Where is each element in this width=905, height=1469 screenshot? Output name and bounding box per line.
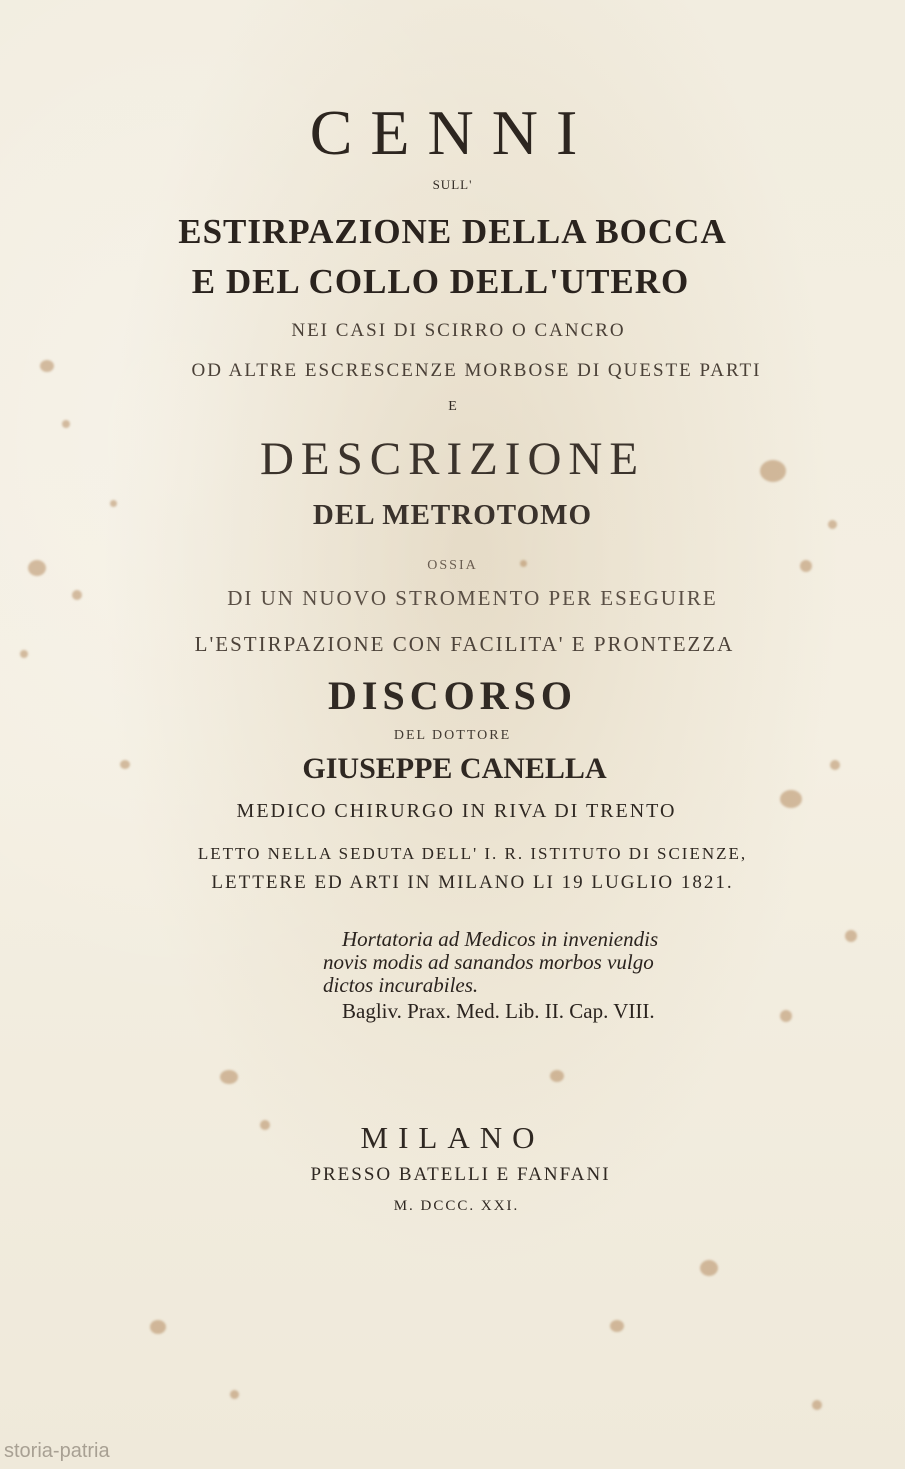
epigraph-line-3: dictos incurabiles. xyxy=(323,973,479,997)
instrument-line-2: L'ESTIRPAZIONE CON FACILITA' E PRONTEZZA xyxy=(194,632,735,656)
imprint-publisher: PRESSO BATELLI E FANFANI xyxy=(310,1164,611,1185)
main-title-line-1: ESTIRPAZIONE DELLA BOCCA xyxy=(178,212,727,251)
epigraph xyxy=(312,928,772,1023)
subtitle-line-1: NEI CASI DI SCIRRO O CANCRO xyxy=(291,320,626,341)
subtitle-line-2: OD ALTRE ESCRESCENZE MORBOSE DI QUESTE PARTI xyxy=(191,360,762,381)
ossia-connector: OSSIA xyxy=(427,558,478,573)
author-role: MEDICO CHIRURGO IN RIVA DI TRENTO xyxy=(236,800,677,822)
imprint-year: M. DCCC. XXI. xyxy=(393,1198,520,1214)
conjunction: E xyxy=(448,399,457,414)
second-title-subtitle: DEL METROTOMO xyxy=(312,499,593,531)
imprint-city: MILANO xyxy=(360,1120,545,1155)
book-title: CENNI xyxy=(309,97,596,168)
second-title: DESCRIZIONE xyxy=(259,433,646,485)
watermark: storia-patria xyxy=(4,1440,110,1462)
main-title-line-2: E DEL COLLO DELL'UTERO xyxy=(191,262,690,301)
discourse-heading: DISCORSO xyxy=(328,673,577,718)
reading-note-line-1: LETTO NELLA SEDUTA DELL' I. R. ISTITUTO DI SCIENZE, xyxy=(197,844,748,863)
epigraph-line-2: novis modis ad sanandos morbos vulgo xyxy=(323,950,654,974)
epigraph-line-1: Hortatoria ad Medicos in inveniendis xyxy=(342,927,659,951)
author-name: GIUSEPPE CANELLA xyxy=(302,752,607,785)
epigraph-citation: Bagliv. Prax. Med. Lib. II. Cap. VIII. xyxy=(342,999,655,1023)
instrument-line-1: DI UN NUOVO STROMENTO PER ESEGUIRE xyxy=(227,586,718,610)
title-preposition: SULL' xyxy=(432,177,473,192)
reading-note-line-2: LETTERE ED ARTI IN MILANO LI 19 LUGLIO 1821. xyxy=(211,872,734,893)
by-doctor: DEL DOTTORE xyxy=(393,728,512,743)
